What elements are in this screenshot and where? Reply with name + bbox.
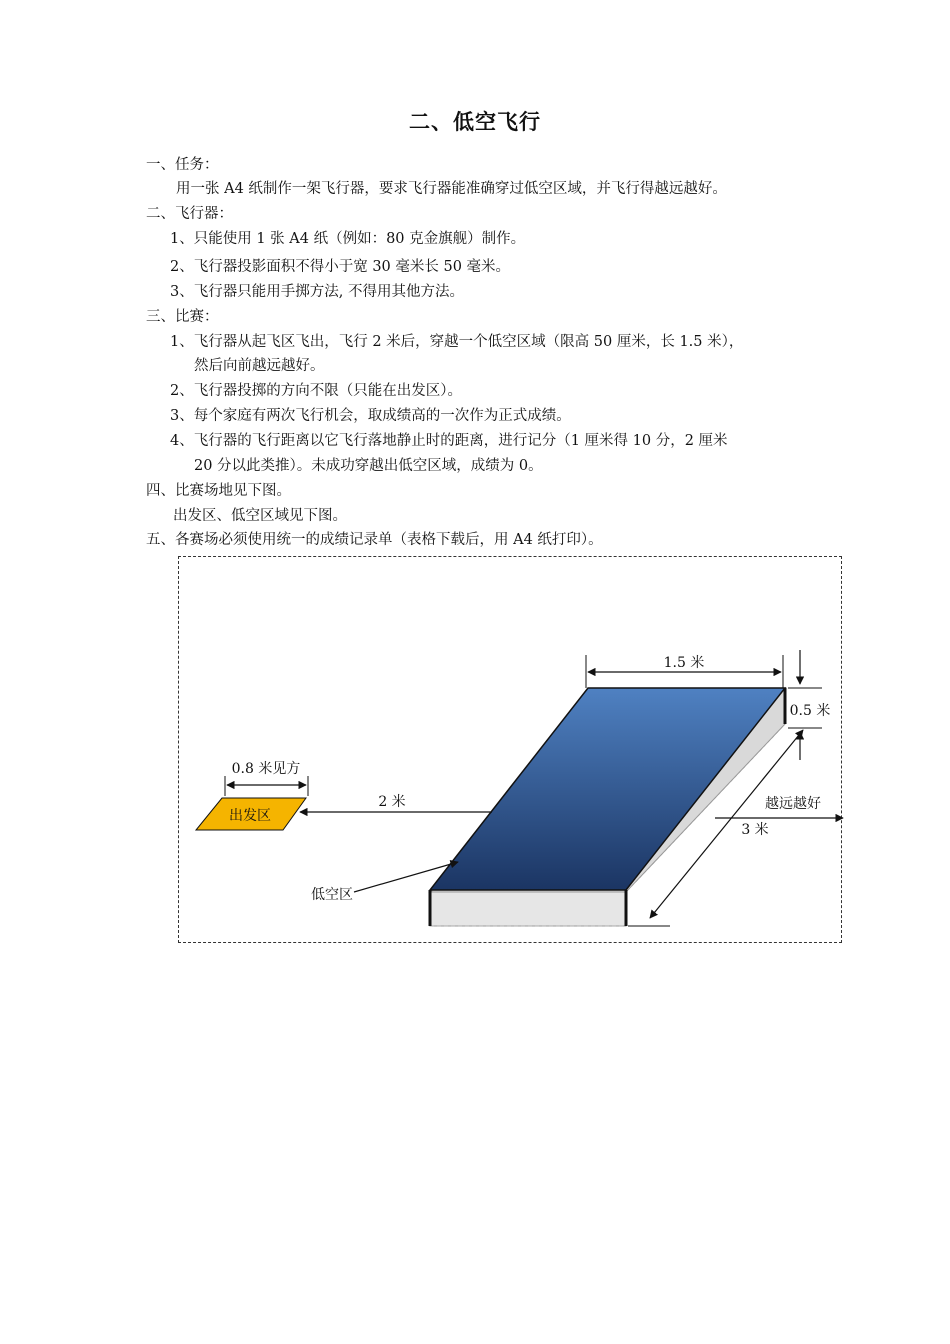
aircraft-rule-1: 1、只能使用 1 张 A4 纸（例如：80 克金旗舰）制作。 bbox=[170, 231, 526, 247]
competition-rule-4-cont: 20 分以此类推）。未成功穿越出低空区域，成绩为 0。 bbox=[194, 458, 543, 474]
height-label: 0.5 米 bbox=[789, 703, 831, 719]
distance-label: 2 米 bbox=[378, 794, 406, 810]
low-zone-front bbox=[430, 892, 626, 926]
width-label: 1.5 米 bbox=[663, 655, 705, 671]
farther-label: 越远越好 bbox=[765, 796, 821, 812]
section-task-heading: 一、任务： bbox=[146, 157, 219, 173]
aircraft-rule-3: 3、飞行器只能用手掷方法, 不得用其他方法。 bbox=[170, 284, 464, 300]
low-zone-label: 低空区 bbox=[311, 887, 353, 903]
section-aircraft-heading: 二、飞行器： bbox=[146, 206, 233, 222]
start-zone-label: 出发区 bbox=[229, 808, 271, 824]
section-competition-heading: 三、比赛： bbox=[146, 309, 219, 325]
competition-rule-3: 3、每个家庭有两次飞行机会，取成绩高的一次作为正式成绩。 bbox=[170, 408, 571, 424]
start-size-label: 0.8 米见方 bbox=[231, 761, 301, 777]
competition-rule-1-cont: 然后向前越远越好。 bbox=[194, 358, 325, 374]
section-scoresheet-heading: 五、各赛场必须使用统一的成绩记录单（表格下载后，用 A4 纸打印）。 bbox=[146, 532, 603, 548]
section-venue-heading: 四、比赛场地见下图。 bbox=[146, 483, 291, 499]
length-label: 3 米 bbox=[741, 822, 769, 838]
page-title: 二、低空飞行 bbox=[409, 110, 541, 134]
task-description: 用一张 A4 纸制作一架飞行器，要求飞行器能准确穿过低空区域，并飞行得越远越好。 bbox=[176, 181, 727, 197]
low-zone-top bbox=[430, 688, 785, 890]
competition-rule-2: 2、飞行器投掷的方向不限（只能在出发区）。 bbox=[170, 383, 462, 399]
competition-rule-1: 1、飞行器从起飞区飞出，飞行 2 米后，穿越一个低空区域（限高 50 厘米，长 1.5 米）， bbox=[170, 334, 744, 350]
venue-note: 出发区、低空区域见下图。 bbox=[173, 508, 347, 524]
competition-rule-4: 4、飞行器的飞行距离以它飞行落地静止时的距离，进行记分（1 厘米得 10 分，2 厘米 bbox=[170, 433, 728, 449]
aircraft-rule-2: 2、飞行器投影面积不得小于宽 30 毫米长 50 毫米。 bbox=[170, 259, 511, 275]
